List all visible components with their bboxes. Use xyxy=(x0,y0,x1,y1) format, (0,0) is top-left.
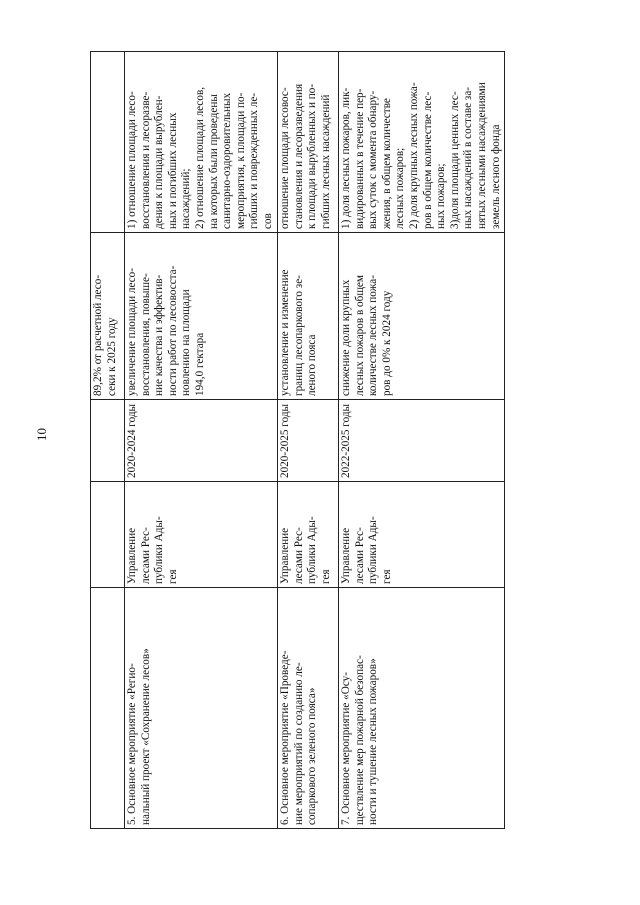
table-cell-empty xyxy=(91,400,125,482)
table-cell-empty xyxy=(91,52,125,233)
responsible-cell: Управление лесами Рес- публики Ады- гея xyxy=(339,482,505,588)
measure-cell: 5. Основное мероприятие «Регио- нальный проект «Сохранение лесов» xyxy=(125,588,278,829)
page-number: 10 xyxy=(34,428,49,441)
table-row xyxy=(278,52,339,829)
period-cell: 2020-2024 годы xyxy=(125,400,278,482)
measure-cell: 6. Основное мероприятие «Проведе- ние мероприятий по созданию ле- сопаркового зеленого пояса» xyxy=(278,588,339,829)
rotated-table-page xyxy=(90,52,502,829)
table-cell-empty xyxy=(91,482,125,588)
indicators-cell: отношение площади лесовос- становления и лесоразведения к площади вырубленных и по- гибших лесных насаждений xyxy=(278,52,339,233)
program-measures-table xyxy=(90,51,505,829)
result-cell: увеличение площади лесо- восстановления, повыше- ние качества и эффектив- ности работ по лесовосста- новлению на площади 194,0 гектара xyxy=(125,233,278,400)
period-cell: 2022-2025 годы xyxy=(339,400,505,482)
result-cell: установление и изменение границ лесопаркового зе- леного пояса xyxy=(278,233,339,400)
responsible-cell: Управление лесами Рес- публики Ады- гея xyxy=(125,482,278,588)
table-cell-empty xyxy=(91,588,125,829)
responsible-cell: Управление лесами Рес- публики Ады- гея xyxy=(278,482,339,588)
period-cell: 2020-2025 годы xyxy=(278,400,339,482)
measure-cell: 7. Основное мероприятие «Осу- ществление мер пожарной безопас- ности и тушение лесных пожаров» xyxy=(339,588,505,829)
indicators-cell: 1) отношение площади лесо- восстановления и лесоразве- дения к площади вырублен- ных и погибших лесных насаждений; 2) отношение площади лесов, на которых были проведены санитарно-оздоровительных мероприятия, к площади по- гибших и поврежденных ле- сов xyxy=(125,52,278,233)
table-row xyxy=(125,52,278,829)
table-row xyxy=(91,52,125,829)
table-cell-result-continued: 89,2% от расчетной лесо- секи к 2025 году xyxy=(91,233,125,400)
result-cell: снижение доли крупных лесных пожаров в общем количестве лесных пожа- ров до 0% к 2024 году xyxy=(339,233,505,400)
table-row xyxy=(339,52,505,829)
indicators-cell: 1) доля лесных пожаров, лик- видированных в течение пер- вых суток с момента обнару- жения, в общем количестве лесных пожаров; 2) доля крупных лесных пожа- ров в общем количестве лес- ных пожаров; 3)доля площади ценных лес- ных насаждений в составе за- нятых лесными насаждениями земель лесного фонда xyxy=(339,52,505,233)
